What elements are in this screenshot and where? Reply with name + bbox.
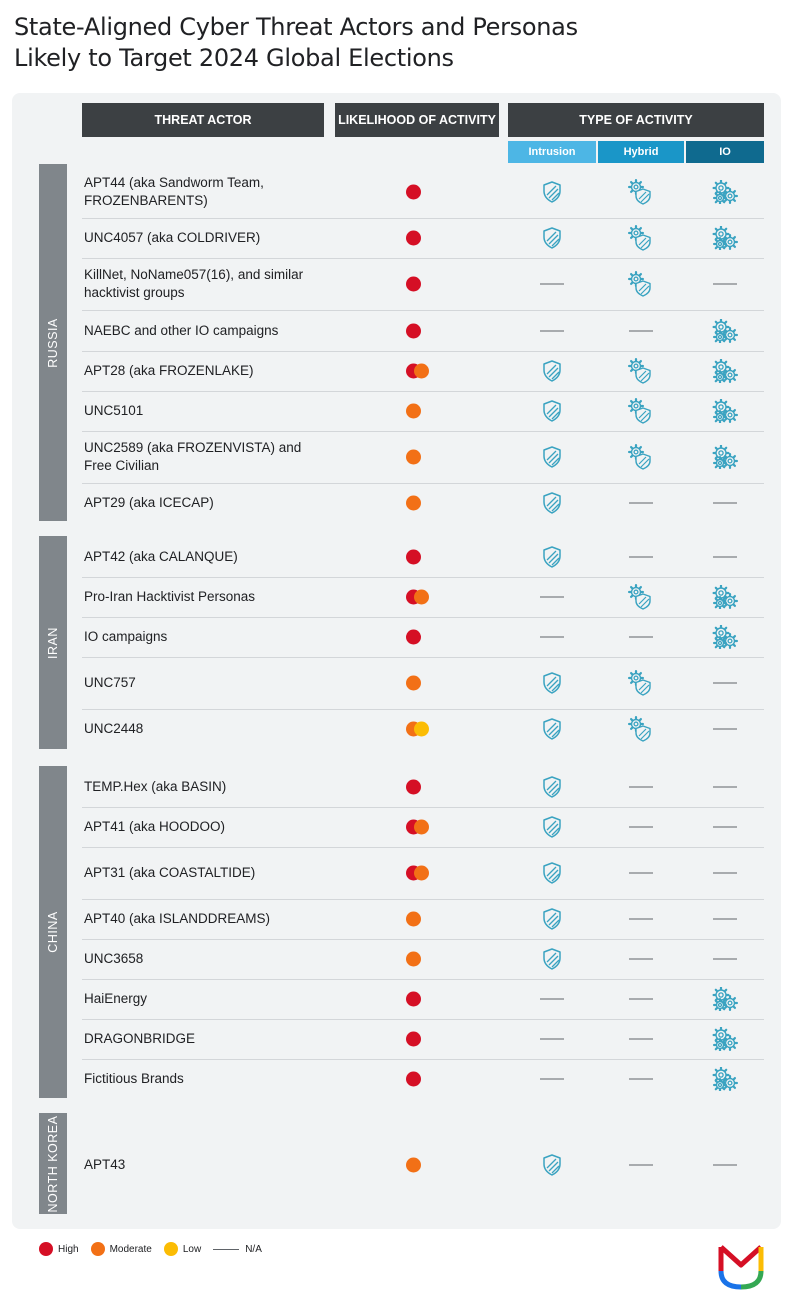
intrusion-shield-icon: [541, 671, 563, 695]
not-applicable-dash-icon: [713, 683, 737, 684]
intrusion-shield-icon: [541, 947, 563, 971]
threat-actor-name: Fictitious Brands: [84, 1071, 184, 1086]
region-north-korea: [39, 1113, 67, 1214]
moderate-likelihood-dot-icon: [414, 866, 429, 881]
moderate-likelihood-dot-icon: [406, 676, 421, 691]
threat-actor-name: TEMP.Hex (aka BASIN): [84, 779, 227, 794]
moderate-likelihood-dot-icon: [406, 1158, 421, 1173]
hybrid-gear-shield-icon: [628, 225, 654, 251]
region-label: NORTH KOREA: [46, 1115, 60, 1212]
not-applicable-dash-icon: [540, 1039, 564, 1040]
subheader-io: IO: [686, 141, 764, 163]
likelihood-indicator: [406, 820, 429, 835]
not-applicable-dash-icon: [713, 919, 737, 920]
intrusion-shield-icon: [541, 861, 563, 885]
intrusion-shield-icon: [541, 545, 563, 569]
hybrid-gear-shield-icon: [628, 716, 654, 742]
io-gears-icon: [712, 625, 738, 649]
region-russia: [39, 164, 67, 521]
region-china: [39, 766, 67, 1098]
not-applicable-dash-icon: [629, 1165, 653, 1166]
not-applicable-dash-icon: [629, 959, 653, 960]
low-dot-icon: [164, 1242, 178, 1256]
header-threat-actor: THREAT ACTOR: [82, 103, 324, 137]
not-applicable-dash-icon: [713, 503, 737, 504]
likelihood-indicator: [406, 496, 421, 511]
io-gears-icon: [712, 445, 738, 469]
legend-high-label: High: [58, 1243, 79, 1255]
table-row: [82, 709, 764, 749]
hybrid-gear-shield-icon: [628, 670, 654, 696]
table-row: [82, 537, 764, 578]
likelihood-indicator: [406, 404, 421, 419]
not-applicable-dash-icon: [629, 1079, 653, 1080]
high-likelihood-dot-icon: [406, 550, 421, 565]
threat-actor-name: APT44 (aka Sandworm Team, FROZENBARENTS): [84, 175, 264, 208]
intrusion-shield-icon: [541, 815, 563, 839]
moderate-likelihood-dot-icon: [414, 820, 429, 835]
moderate-likelihood-dot-icon: [406, 496, 421, 511]
io-gears-icon: [712, 399, 738, 423]
threat-actor-name: UNC3658: [84, 951, 144, 966]
hybrid-gear-shield-icon: [628, 398, 654, 424]
io-gears-icon: [712, 1027, 738, 1051]
table-row: [82, 391, 764, 432]
likelihood-indicator: [406, 1072, 421, 1087]
io-gears-icon: [712, 359, 738, 383]
page-title: [14, 12, 774, 74]
table-row: [82, 431, 764, 484]
high-likelihood-dot-icon: [406, 992, 421, 1007]
not-applicable-dash-icon: [629, 827, 653, 828]
not-applicable-dash-icon: [540, 999, 564, 1000]
table-row: [82, 1019, 764, 1060]
io-gears-icon: [712, 180, 738, 204]
table-row: [82, 577, 764, 618]
threat-actor-name: APT43: [84, 1157, 126, 1172]
table-row: [82, 617, 764, 658]
table-row: [82, 1115, 764, 1215]
not-applicable-dash-icon: [629, 557, 653, 558]
high-likelihood-dot-icon: [406, 1072, 421, 1087]
likelihood-indicator: [406, 324, 421, 339]
threat-actor-name: KillNet, NoName057(16), and similar hacktivist groups: [84, 267, 304, 300]
intrusion-shield-icon: [541, 359, 563, 383]
moderate-likelihood-dot-icon: [406, 912, 421, 927]
table-row: [82, 657, 764, 710]
table-row: [82, 979, 764, 1020]
likelihood-indicator: [406, 866, 429, 881]
legend-moderate: [91, 1242, 152, 1256]
moderate-likelihood-dot-icon: [414, 364, 429, 379]
not-applicable-dash-icon: [540, 284, 564, 285]
not-applicable-dash-icon: [540, 637, 564, 638]
threat-actor-name: HaiEnergy: [84, 991, 148, 1006]
not-applicable-dash-icon: [713, 959, 737, 960]
threat-actor-name: UNC5101: [84, 403, 144, 418]
likelihood-indicator: [406, 364, 429, 379]
likelihood-indicator: [406, 912, 421, 927]
likelihood-indicator: [406, 231, 421, 246]
high-likelihood-dot-icon: [406, 185, 421, 200]
not-applicable-dash-icon: [540, 331, 564, 332]
not-applicable-dash-icon: [713, 729, 737, 730]
legend-moderate-label: Moderate: [109, 1243, 152, 1255]
threat-actor-name: APT29 (aka ICECAP): [84, 495, 214, 510]
likelihood-indicator: [406, 590, 429, 605]
io-gears-icon: [712, 319, 738, 343]
intrusion-shield-icon: [541, 399, 563, 423]
hybrid-gear-shield-icon: [628, 358, 654, 384]
intrusion-shield-icon: [541, 1153, 563, 1177]
not-applicable-dash-icon: [713, 787, 737, 788]
hybrid-gear-shield-icon: [628, 179, 654, 205]
subheader-intrusion: Intrusion: [508, 141, 596, 163]
moderate-likelihood-dot-icon: [406, 450, 421, 465]
table-row: [82, 847, 764, 900]
legend-low: [164, 1242, 201, 1256]
moderate-likelihood-dot-icon: [414, 590, 429, 605]
table-row: [82, 351, 764, 392]
likelihood-indicator: [406, 1032, 421, 1047]
threat-actor-name: APT40 (aka ISLANDDREAMS): [84, 911, 271, 926]
high-dot-icon: [39, 1242, 53, 1256]
io-gears-icon: [712, 226, 738, 250]
not-applicable-dash-icon: [629, 999, 653, 1000]
threat-actor-name: DRAGONBRIDGE: [84, 1031, 196, 1046]
likelihood-indicator: [406, 550, 421, 565]
table-row: [82, 311, 764, 352]
table-row: [82, 1059, 764, 1099]
table-row: [82, 939, 764, 980]
io-gears-icon: [712, 987, 738, 1011]
threat-actor-name: UNC2448: [84, 721, 144, 736]
region-iran: [39, 536, 67, 749]
table-row: [82, 258, 764, 311]
moderate-likelihood-dot-icon: [406, 952, 421, 967]
high-likelihood-dot-icon: [406, 630, 421, 645]
table-row: [82, 218, 764, 259]
threat-actor-name: APT31 (aka COASTALTIDE): [84, 865, 256, 880]
intrusion-shield-icon: [541, 491, 563, 515]
dash-icon: [213, 1249, 239, 1250]
header-type-of-activity: TYPE OF ACTIVITY: [508, 103, 764, 137]
likelihood-indicator: [406, 630, 421, 645]
table-row: [82, 807, 764, 848]
intrusion-shield-icon: [541, 445, 563, 469]
likelihood-indicator: [406, 450, 421, 465]
not-applicable-dash-icon: [629, 919, 653, 920]
not-applicable-dash-icon: [713, 1165, 737, 1166]
likelihood-indicator: [406, 722, 429, 737]
intrusion-shield-icon: [541, 226, 563, 250]
not-applicable-dash-icon: [540, 597, 564, 598]
not-applicable-dash-icon: [629, 637, 653, 638]
likelihood-indicator: [406, 185, 421, 200]
hybrid-gear-shield-icon: [628, 444, 654, 470]
legend-low-label: Low: [182, 1243, 202, 1255]
not-applicable-dash-icon: [713, 284, 737, 285]
threat-actor-name: APT42 (aka CALANQUE): [84, 549, 238, 564]
not-applicable-dash-icon: [713, 827, 737, 828]
threat-actor-name: UNC4057 (aka COLDRIVER): [84, 230, 261, 245]
threat-actor-name: APT41 (aka HOODOO): [84, 819, 226, 834]
io-gears-icon: [712, 585, 738, 609]
not-applicable-dash-icon: [540, 1079, 564, 1080]
likelihood-indicator: [406, 780, 421, 795]
intrusion-shield-icon: [541, 717, 563, 741]
likelihood-indicator: [406, 676, 421, 691]
high-likelihood-dot-icon: [406, 780, 421, 795]
not-applicable-dash-icon: [713, 873, 737, 874]
intrusion-shield-icon: [541, 775, 563, 799]
hybrid-gear-shield-icon: [628, 584, 654, 610]
not-applicable-dash-icon: [629, 873, 653, 874]
not-applicable-dash-icon: [629, 503, 653, 504]
high-likelihood-dot-icon: [406, 324, 421, 339]
high-likelihood-dot-icon: [406, 1032, 421, 1047]
title-line-1: State-Aligned Cyber Threat Actors and Personas: [14, 13, 578, 41]
table-row: [82, 899, 764, 940]
subheader-hybrid: Hybrid: [598, 141, 684, 163]
table-row: [82, 767, 764, 808]
legend-na-label: N/A: [245, 1243, 262, 1255]
high-likelihood-dot-icon: [406, 277, 421, 292]
table-row: [82, 483, 764, 523]
threat-actor-name: IO campaigns: [84, 629, 168, 644]
intrusion-shield-icon: [541, 907, 563, 931]
mandiant-logo-icon: [716, 1239, 766, 1291]
not-applicable-dash-icon: [629, 331, 653, 332]
likelihood-indicator: [406, 1158, 421, 1173]
not-applicable-dash-icon: [629, 1039, 653, 1040]
threat-actor-name: APT28 (aka FROZENLAKE): [84, 363, 254, 378]
title-line-2: Likely to Target 2024 Global Elections: [14, 44, 454, 72]
table-row: [82, 166, 764, 219]
high-likelihood-dot-icon: [406, 231, 421, 246]
threat-actor-name: NAEBC and other IO campaigns: [84, 323, 279, 338]
io-gears-icon: [712, 1067, 738, 1091]
region-label: IRAN: [46, 626, 60, 659]
region-label: RUSSIA: [46, 317, 60, 368]
legend: [39, 1242, 274, 1256]
not-applicable-dash-icon: [629, 787, 653, 788]
hybrid-gear-shield-icon: [628, 271, 654, 297]
moderate-likelihood-dot-icon: [406, 404, 421, 419]
moderate-dot-icon: [91, 1242, 105, 1256]
legend-na: [213, 1244, 262, 1255]
likelihood-indicator: [406, 952, 421, 967]
threat-actor-name: Pro-Iran Hacktivist Personas: [84, 589, 256, 604]
header-likelihood: LIKELIHOOD OF ACTIVITY: [335, 103, 499, 137]
intrusion-shield-icon: [541, 180, 563, 204]
likelihood-indicator: [406, 992, 421, 1007]
threat-actor-name: UNC2589 (aka FROZENVISTA) and Free Civilian: [84, 440, 302, 473]
region-label: CHINA: [46, 911, 60, 953]
threat-actor-name: UNC757: [84, 675, 136, 690]
low-likelihood-dot-icon: [414, 722, 429, 737]
legend-high: [39, 1242, 79, 1256]
not-applicable-dash-icon: [713, 557, 737, 558]
likelihood-indicator: [406, 277, 421, 292]
